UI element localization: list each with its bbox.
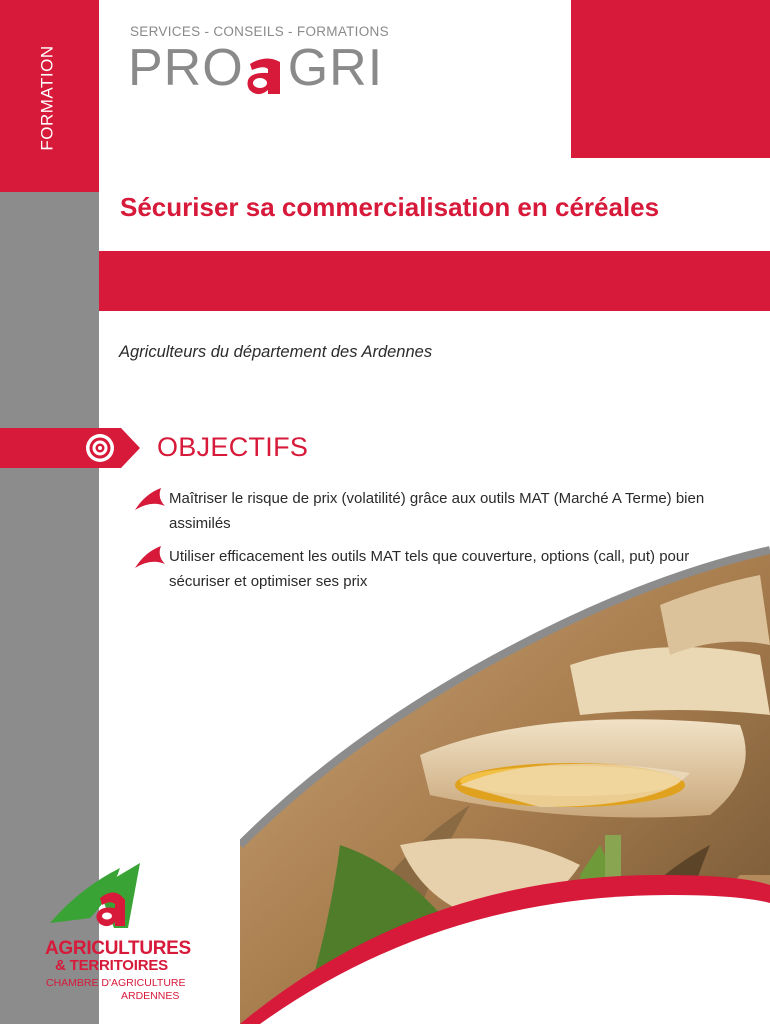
logo-tagline: SERVICES - CONSEILS - FORMATIONS — [130, 24, 389, 39]
target-icon — [86, 434, 114, 462]
objectives-heading: OBJECTIFS — [157, 432, 309, 462]
objective-item — [135, 486, 735, 536]
page-title: Sécuriser sa commercialisation en céréales — [120, 192, 660, 222]
objective-text: Utiliser efficacement les outils MAT tels que couverture, options (call, put) pour sécuriser et optimiser ses prix — [169, 548, 690, 590]
logo-a-icon — [246, 51, 286, 93]
logo-brand-part2: GRI — [287, 39, 384, 97]
footer-logo-line4: ARDENNES — [121, 990, 180, 1002]
swoosh-bullet-icon — [135, 546, 165, 570]
footer-logo-line3: CHAMBRE D'AGRICULTURE — [46, 977, 186, 989]
side-label — [28, 18, 68, 178]
objective-text: Maîtriser le risque de prix (volatilité) grâce aux outils MAT (Marché A Terme) bien assimilés — [169, 490, 705, 532]
proagri-logo — [128, 40, 383, 96]
logo-brand-part1: PRO — [128, 39, 244, 97]
audience-text: Agriculteurs du département des Ardennes — [119, 343, 433, 361]
top-right-red-block — [571, 0, 770, 158]
objectives-arrow-banner — [0, 428, 140, 468]
corn-photo — [240, 545, 770, 1024]
title-red-bar — [99, 251, 770, 311]
side-label-text: FORMATION — [38, 45, 58, 151]
footer-logo-line2: & TERRITOIRES — [55, 957, 168, 974]
footer-logo-line1: AGRICULTURES — [45, 938, 191, 959]
swoosh-bullet-icon — [135, 488, 165, 512]
